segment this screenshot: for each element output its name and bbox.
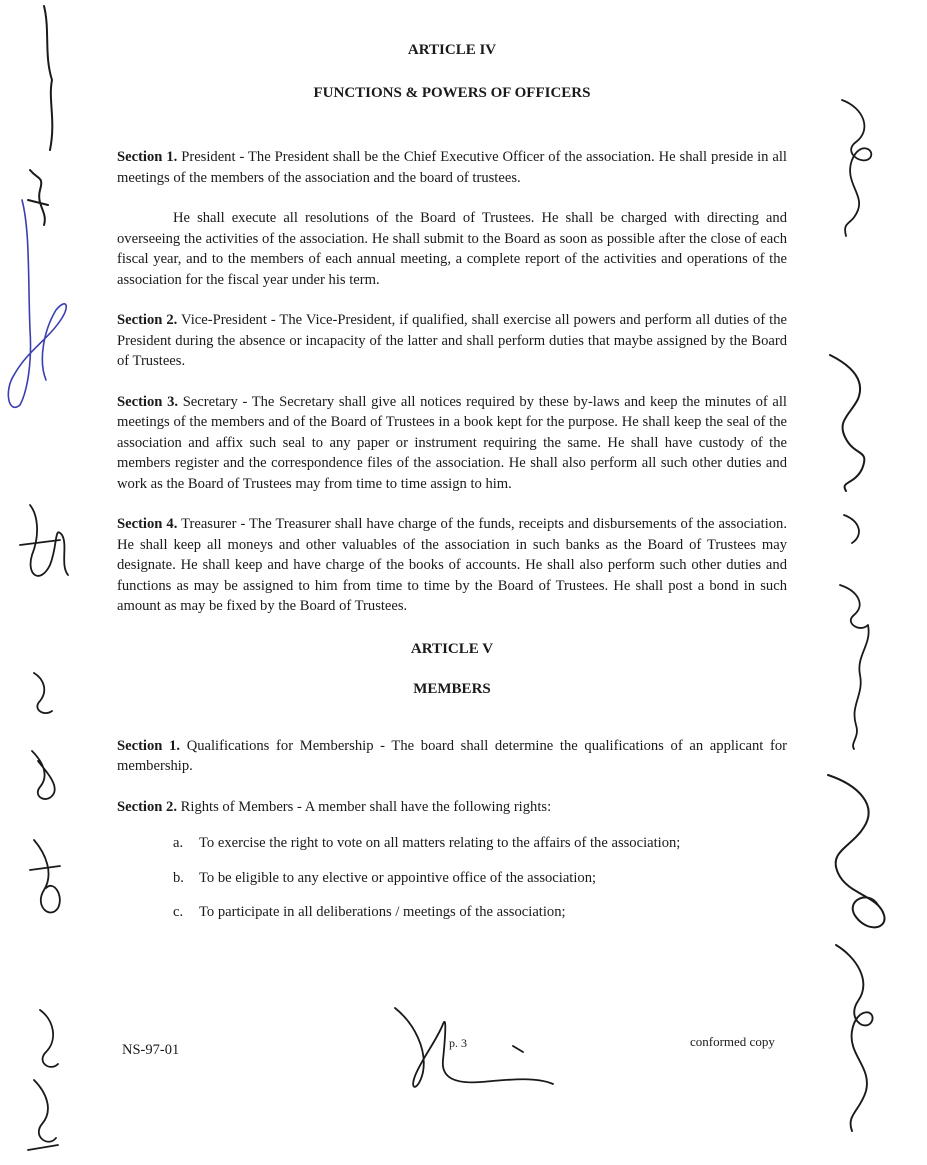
section-text: President - The President shall be the Chief Executive Officer of the association. He shall preside in all meetings of the members of the association and the board of trustees. (117, 149, 787, 186)
section-label: Section 3. (117, 393, 179, 410)
list-item (173, 868, 787, 889)
signature-right-4 (808, 765, 898, 935)
article-iv-section-1 (117, 147, 787, 188)
signature-left-5 (16, 830, 76, 940)
section-text: Treasurer - The Treasurer shall have charge of the funds, receipts and disbursements of the association. He shall keep all moneys and other valuables of the association in such banks as the Board of Trustees may designate. He shall keep and have charge of the books of accounts. He shall also perform such other duties and functions as may be assigned to him from time to time by the Board of Trustees. He shall post a bond in such amount as may be fixed by the Board of Trustees. (117, 516, 787, 614)
list-marker: c. (173, 904, 184, 920)
article-v-title: ARTICLE V (410, 640, 494, 657)
section-label: Section 1. (117, 149, 178, 165)
signature-right-3 (820, 505, 890, 750)
article-v-section-1 (117, 736, 787, 777)
section-text: Secretary - The Secretary shall give all notices required by these by-laws and keep the minutes of all meetings of the members and of the Board of Trustees in a book kept for the purpose. He shall keep the seal of the association and affix such seal to any paper or instrument requiring the same. He shall have custody of the members register and the correspondence files of the association. He shall also perform all such other duties and work as the Board of Trustees may from time to time assign to him. (117, 393, 787, 492)
section-label: Section 2. (117, 312, 178, 328)
list-item-text: To participate in all deliberations / meetings of the association; (199, 904, 566, 920)
article-iv-title: ARTICLE IV (407, 42, 497, 58)
section-text: Qualifications for Membership - The board shall determine the qualifications of an applicant for membership. (117, 737, 787, 774)
signature-left-3 (10, 495, 80, 595)
section-text: Rights of Members - A member shall have the following rights: (180, 798, 552, 815)
list-marker: b. (173, 869, 184, 886)
document-body (117, 40, 787, 937)
list-item (173, 833, 787, 854)
signature-right-1 (812, 90, 892, 250)
list-item (173, 902, 787, 923)
rights-list (117, 833, 787, 923)
article-v-heading: MEMBERS (413, 681, 491, 697)
signature-bottom-center (385, 1000, 560, 1100)
list-item-text: To be eligible to any elective or appointive office of the association; (199, 869, 597, 886)
article-iv-section-3 (117, 392, 787, 495)
signature-left-2-blue (0, 190, 80, 430)
article-v-section-2 (117, 797, 787, 818)
section-label: Section 4. (117, 516, 178, 532)
list-marker: a. (173, 835, 184, 851)
section-text: Vice-President - The Vice-President, if qualified, shall exercise all powers and perform all duties of the President during the absence or incapacity of the latter and shall perform duties that maybe assigned by the Board of Trustees. (117, 312, 788, 369)
signature-right-5 (812, 935, 897, 1135)
article-iv-section-1-para-2: He shall execute all resolutions of the Board of Trustees. He shall be charged with directing and overseeing the activities of the association. He shall submit to the Board as soon as possible after the close of each fiscal year, and to the members of each annual meeting, a complete report of the activities and operations of the association for the fiscal year under his term. (117, 210, 787, 288)
signature-left-6 (10, 1000, 80, 1165)
document-code: NS-97-01 (122, 1042, 180, 1058)
section-label: Section 1. (117, 737, 181, 754)
conformed-copy-note: conformed copy (690, 1034, 775, 1049)
section-label: Section 2. (117, 798, 177, 815)
signature-right-2 (810, 345, 890, 495)
page-number: p. 3 (449, 1036, 467, 1050)
signature-left-4 (14, 665, 74, 815)
article-iv-section-4 (117, 514, 787, 617)
article-iv-heading: FUNCTIONS & POWERS OF OFFICERS (313, 84, 591, 101)
article-iv-section-2 (117, 310, 787, 372)
list-item-text: To exercise the right to vote on all matters relating to the affairs of the association; (199, 835, 681, 851)
